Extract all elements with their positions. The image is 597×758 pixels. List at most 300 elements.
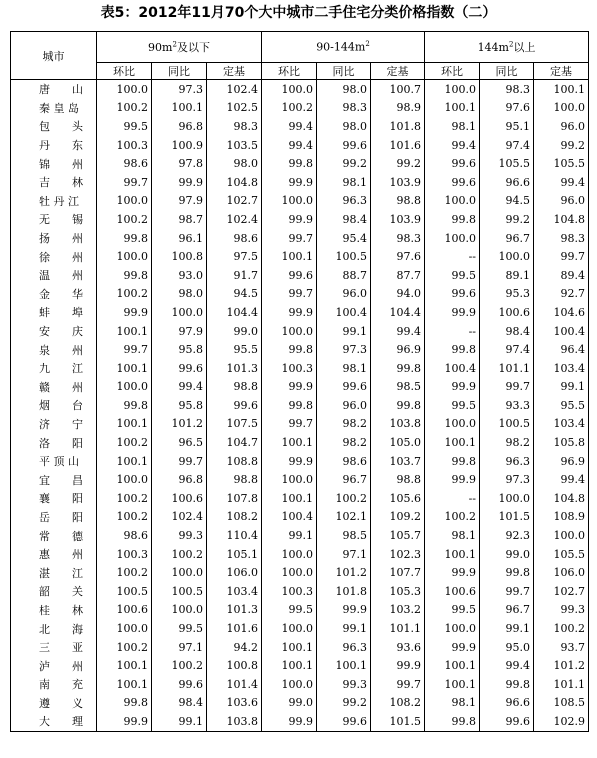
index-value: 101.3	[207, 359, 262, 378]
index-value: 101.6	[371, 136, 425, 155]
index-value: 100.1	[97, 415, 152, 434]
index-value: 100.4	[425, 359, 480, 378]
index-value: 102.7	[534, 582, 589, 601]
index-value: 98.1	[317, 173, 371, 192]
page-title: 表5：2012年11月70个大中城市二手住宅分类价格指数（二）	[100, 5, 497, 21]
index-value: 99.8	[425, 340, 480, 359]
index-value: 99.4	[534, 173, 589, 192]
table-row	[11, 489, 589, 508]
index-value: 100.0	[425, 619, 480, 638]
city-name: 宜 昌	[11, 470, 97, 489]
index-value: 101.8	[371, 117, 425, 136]
group-header-medium: $90-144m^2$	[262, 32, 425, 63]
table-row	[11, 396, 589, 415]
index-value: 99.4	[262, 117, 317, 136]
index-value: 96.8	[152, 470, 207, 489]
city-name: 韶 关	[11, 582, 97, 601]
index-value: 99.7	[97, 340, 152, 359]
index-value: 101.5	[371, 712, 425, 731]
index-value: 99.7	[480, 582, 534, 601]
index-value: 104.8	[207, 173, 262, 192]
index-value: 100.2	[152, 545, 207, 564]
index-value: 96.1	[152, 229, 207, 248]
index-value: 99.8	[480, 563, 534, 582]
index-value: 99.8	[97, 229, 152, 248]
table-row	[11, 415, 589, 434]
index-value: 100.2	[534, 619, 589, 638]
index-value: 110.4	[207, 526, 262, 545]
index-value: 100.6	[425, 582, 480, 601]
index-value: 99.5	[262, 601, 317, 620]
index-value: 103.2	[371, 601, 425, 620]
index-value: 98.2	[317, 433, 371, 452]
index-value: 97.6	[371, 247, 425, 266]
index-value: 96.0	[317, 285, 371, 304]
index-value: 95.4	[317, 229, 371, 248]
index-value: 96.6	[480, 173, 534, 192]
index-value: 102.1	[317, 508, 371, 527]
index-value: 98.8	[207, 378, 262, 397]
index-value: 99.6	[317, 378, 371, 397]
index-value: 97.6	[480, 99, 534, 118]
index-value: 99.0	[207, 322, 262, 341]
index-value: 96.7	[480, 229, 534, 248]
index-value: 99.6	[152, 359, 207, 378]
index-value: 95.5	[534, 396, 589, 415]
index-value: 98.8	[371, 470, 425, 489]
index-value: 98.0	[317, 117, 371, 136]
index-value: 100.8	[152, 247, 207, 266]
city-name: 济 宁	[11, 415, 97, 434]
index-value: 104.7	[207, 433, 262, 452]
index-value: 100.0	[152, 563, 207, 582]
city-name: 安 庆	[11, 322, 97, 341]
table-row	[11, 694, 589, 713]
index-value: 99.9	[425, 470, 480, 489]
index-value: 99.7	[97, 173, 152, 192]
index-value: 99.7	[534, 247, 589, 266]
index-value: 100.0	[534, 526, 589, 545]
index-value: 99.6	[425, 285, 480, 304]
index-value: 100.0	[97, 619, 152, 638]
index-value: --	[425, 322, 480, 341]
table-row	[11, 173, 589, 192]
group-header-large: $144m^2$以上	[425, 32, 589, 63]
index-value: 99.4	[480, 656, 534, 675]
index-value: 100.0	[97, 247, 152, 266]
index-value: 100.3	[262, 359, 317, 378]
index-value: 99.9	[97, 303, 152, 322]
index-value: 99.1	[480, 619, 534, 638]
index-value: 99.9	[97, 712, 152, 731]
city-name: 温 州	[11, 266, 97, 285]
index-value: 108.2	[371, 694, 425, 713]
table-row	[11, 210, 589, 229]
index-value: 100.2	[97, 563, 152, 582]
index-value: 105.5	[480, 154, 534, 173]
table-row	[11, 712, 589, 731]
index-value: 100.5	[97, 582, 152, 601]
index-value: 100.3	[97, 545, 152, 564]
index-value: 100.1	[262, 489, 317, 508]
index-value: 96.0	[317, 396, 371, 415]
index-value: 89.1	[480, 266, 534, 285]
index-value: 88.7	[317, 266, 371, 285]
index-value: 100.8	[207, 656, 262, 675]
index-value: 100.1	[425, 99, 480, 118]
index-value: 107.5	[207, 415, 262, 434]
index-value: 100.9	[152, 136, 207, 155]
index-value: 101.1	[534, 675, 589, 694]
sub-header: 定基	[207, 63, 262, 80]
city-name: 岳 阳	[11, 508, 97, 527]
index-value: 99.9	[152, 173, 207, 192]
table-row	[11, 322, 589, 341]
index-value: 100.0	[262, 675, 317, 694]
index-value: 98.1	[425, 117, 480, 136]
index-value: 99.6	[207, 396, 262, 415]
index-value: 99.5	[97, 117, 152, 136]
index-value: 100.4	[262, 508, 317, 527]
table-row	[11, 359, 589, 378]
city-name: 牡 丹 江	[11, 192, 97, 211]
index-value: 99.6	[152, 675, 207, 694]
index-value: 98.0	[207, 154, 262, 173]
table-row	[11, 545, 589, 564]
table-row	[11, 601, 589, 620]
index-value: 106.0	[534, 563, 589, 582]
index-value: 101.5	[480, 508, 534, 527]
index-value: 98.7	[152, 210, 207, 229]
index-value: 99.8	[480, 675, 534, 694]
index-value: 102.9	[534, 712, 589, 731]
index-value: 100.0	[152, 601, 207, 620]
city-name: 湛 江	[11, 563, 97, 582]
index-value: 99.9	[425, 638, 480, 657]
index-value: 91.7	[207, 266, 262, 285]
index-value: 99.8	[97, 396, 152, 415]
group-header-small: $90m^2$及以下	[97, 32, 262, 63]
index-value: 99.1	[317, 619, 371, 638]
index-value: 100.1	[262, 638, 317, 657]
index-value: 103.4	[534, 359, 589, 378]
index-value: 97.1	[152, 638, 207, 657]
index-value: 96.7	[317, 470, 371, 489]
index-value: 100.1	[97, 359, 152, 378]
index-value: 101.2	[534, 656, 589, 675]
city-name: 平 顶 山	[11, 452, 97, 471]
city-name: 三 亚	[11, 638, 97, 657]
index-value: 99.1	[534, 378, 589, 397]
city-header: 城市	[11, 32, 97, 80]
index-value: 100.7	[371, 80, 425, 99]
index-value: 100.1	[152, 99, 207, 118]
index-value: 98.4	[152, 694, 207, 713]
index-value: 99.6	[317, 712, 371, 731]
index-value: 105.5	[534, 545, 589, 564]
index-value: 96.3	[480, 452, 534, 471]
index-value: 100.0	[262, 545, 317, 564]
index-value: 97.1	[317, 545, 371, 564]
table-row	[11, 638, 589, 657]
index-value: 108.9	[534, 508, 589, 527]
index-value: 99.9	[262, 210, 317, 229]
table-row	[11, 433, 589, 452]
table-body	[11, 80, 589, 732]
index-value: 100.6	[152, 489, 207, 508]
index-value: 99.7	[371, 675, 425, 694]
city-name: 无 锡	[11, 210, 97, 229]
city-name: 襄 阳	[11, 489, 97, 508]
index-value: 99.3	[152, 526, 207, 545]
index-value: 98.3	[534, 229, 589, 248]
index-value: 97.3	[480, 470, 534, 489]
index-value: 103.7	[371, 452, 425, 471]
index-value: 94.0	[371, 285, 425, 304]
city-name: 包 头	[11, 117, 97, 136]
index-value: 102.4	[207, 80, 262, 99]
index-value: 104.8	[534, 210, 589, 229]
city-name: 徐 州	[11, 247, 97, 266]
index-value: 96.9	[534, 452, 589, 471]
index-value: 94.5	[480, 192, 534, 211]
city-name: 金 华	[11, 285, 97, 304]
index-value: 99.8	[371, 396, 425, 415]
index-value: 100.2	[97, 285, 152, 304]
table-row	[11, 266, 589, 285]
index-value: 97.9	[152, 192, 207, 211]
city-name: 泉 州	[11, 340, 97, 359]
price-index-table	[10, 31, 589, 732]
index-value: 96.3	[317, 192, 371, 211]
index-value: 95.8	[152, 340, 207, 359]
index-value: 101.6	[207, 619, 262, 638]
index-value: 99.8	[425, 712, 480, 731]
index-value: 97.3	[152, 80, 207, 99]
index-value: 100.6	[480, 303, 534, 322]
table-row	[11, 582, 589, 601]
index-value: 97.4	[480, 340, 534, 359]
index-value: 100.4	[534, 322, 589, 341]
index-value: 95.3	[480, 285, 534, 304]
index-value: 99.2	[480, 210, 534, 229]
index-value: 98.9	[371, 99, 425, 118]
index-value: 95.0	[480, 638, 534, 657]
index-value: 101.8	[317, 582, 371, 601]
index-value: 99.9	[262, 173, 317, 192]
index-value: 100.1	[425, 675, 480, 694]
index-value: 96.9	[371, 340, 425, 359]
index-value: 109.2	[371, 508, 425, 527]
index-value: 99.2	[534, 136, 589, 155]
index-value: 95.8	[152, 396, 207, 415]
index-value: 107.8	[207, 489, 262, 508]
city-name: 洛 阳	[11, 433, 97, 452]
index-value: 99.8	[425, 452, 480, 471]
index-value: 98.8	[371, 192, 425, 211]
index-value: 100.2	[97, 433, 152, 452]
index-value: 99.6	[425, 173, 480, 192]
index-value: 97.3	[317, 340, 371, 359]
index-value: 100.1	[97, 656, 152, 675]
index-value: 99.0	[262, 694, 317, 713]
index-value: 98.4	[317, 210, 371, 229]
index-value: 100.0	[480, 489, 534, 508]
index-value: 99.4	[425, 136, 480, 155]
index-value: 101.1	[371, 619, 425, 638]
city-name: 桂 林	[11, 601, 97, 620]
index-value: 108.5	[534, 694, 589, 713]
sub-header: 环比	[262, 63, 317, 80]
index-value: 99.9	[371, 656, 425, 675]
index-value: 99.4	[262, 136, 317, 155]
table-row	[11, 285, 589, 304]
index-value: 99.4	[534, 470, 589, 489]
city-name: 遵 义	[11, 694, 97, 713]
table-row	[11, 675, 589, 694]
index-value: 100.0	[534, 99, 589, 118]
index-value: 99.3	[534, 601, 589, 620]
index-value: 106.0	[207, 563, 262, 582]
index-value: 107.7	[371, 563, 425, 582]
index-value: 99.2	[317, 154, 371, 173]
index-value: 100.1	[262, 433, 317, 452]
index-value: 100.1	[262, 247, 317, 266]
index-value: 100.0	[480, 247, 534, 266]
table-row	[11, 470, 589, 489]
index-value: 96.0	[534, 117, 589, 136]
index-value: 100.0	[97, 470, 152, 489]
index-value: 102.7	[207, 192, 262, 211]
index-value: 102.4	[207, 210, 262, 229]
sub-header: 定基	[371, 63, 425, 80]
table-row	[11, 563, 589, 582]
index-value: 99.7	[262, 415, 317, 434]
index-value: 108.2	[207, 508, 262, 527]
index-value: 92.3	[480, 526, 534, 545]
index-value: 99.8	[371, 359, 425, 378]
index-value: 98.5	[317, 526, 371, 545]
index-value: 99.8	[262, 154, 317, 173]
index-value: 99.9	[262, 712, 317, 731]
index-value: 103.5	[207, 136, 262, 155]
city-name: 北 海	[11, 619, 97, 638]
index-value: 98.0	[317, 80, 371, 99]
index-value: 99.6	[317, 136, 371, 155]
table-row	[11, 378, 589, 397]
index-value: 98.6	[207, 229, 262, 248]
index-value: 100.0	[97, 192, 152, 211]
index-value: 97.9	[152, 322, 207, 341]
index-value: 99.5	[425, 396, 480, 415]
index-value: 105.7	[371, 526, 425, 545]
index-value: 99.9	[425, 563, 480, 582]
index-value: 99.7	[152, 452, 207, 471]
index-value: 108.8	[207, 452, 262, 471]
sub-header: 环比	[425, 63, 480, 80]
index-value: 99.6	[425, 154, 480, 173]
index-value: 100.0	[425, 415, 480, 434]
index-value: 99.8	[97, 266, 152, 285]
table-row	[11, 508, 589, 527]
index-value: 98.3	[317, 99, 371, 118]
city-name: 蚌 埠	[11, 303, 97, 322]
table-row	[11, 340, 589, 359]
index-value: 93.3	[480, 396, 534, 415]
index-value: 100.2	[262, 99, 317, 118]
sub-header: 定基	[534, 63, 589, 80]
index-value: 96.6	[480, 694, 534, 713]
index-value: 96.0	[534, 192, 589, 211]
city-name: 吉 林	[11, 173, 97, 192]
index-value: 96.7	[480, 601, 534, 620]
index-value: 100.3	[97, 136, 152, 155]
index-value: 95.5	[207, 340, 262, 359]
index-value: 105.1	[207, 545, 262, 564]
index-value: 104.4	[207, 303, 262, 322]
index-value: 105.3	[371, 582, 425, 601]
index-value: 100.5	[480, 415, 534, 434]
index-value: 98.3	[480, 80, 534, 99]
index-value: 100.0	[97, 80, 152, 99]
index-value: 98.1	[425, 526, 480, 545]
index-value: --	[425, 489, 480, 508]
index-value: 100.0	[425, 80, 480, 99]
index-value: 98.6	[317, 452, 371, 471]
index-value: 99.4	[371, 322, 425, 341]
city-name: 扬 州	[11, 229, 97, 248]
index-value: 99.8	[97, 694, 152, 713]
index-value: 98.3	[207, 117, 262, 136]
city-name: 九 江	[11, 359, 97, 378]
table-row	[11, 619, 589, 638]
index-value: 101.2	[152, 415, 207, 434]
index-value: 100.4	[317, 303, 371, 322]
index-value: 100.0	[262, 619, 317, 638]
index-value: 100.0	[97, 378, 152, 397]
index-value: 97.4	[480, 136, 534, 155]
city-name: 烟 台	[11, 396, 97, 415]
index-value: 99.8	[425, 210, 480, 229]
index-value: 99.5	[425, 601, 480, 620]
index-value: 100.2	[97, 508, 152, 527]
index-value: 103.9	[371, 173, 425, 192]
table-row	[11, 80, 589, 99]
index-value: 99.9	[262, 303, 317, 322]
city-name: 惠 州	[11, 545, 97, 564]
table-row	[11, 656, 589, 675]
index-value: 99.3	[317, 675, 371, 694]
sub-header: 环比	[97, 63, 152, 80]
index-value: 100.1	[317, 656, 371, 675]
index-value: 105.5	[534, 154, 589, 173]
index-value: 100.1	[425, 545, 480, 564]
index-value: 100.1	[97, 452, 152, 471]
city-name: 丹 东	[11, 136, 97, 155]
index-value: 96.8	[152, 117, 207, 136]
index-value: 93.6	[371, 638, 425, 657]
index-value: 103.6	[207, 694, 262, 713]
table-row	[11, 154, 589, 173]
index-value: 99.7	[262, 229, 317, 248]
table-row	[11, 192, 589, 211]
index-value: 99.5	[425, 266, 480, 285]
index-value: 104.4	[371, 303, 425, 322]
index-value: 100.2	[97, 210, 152, 229]
index-value: 99.1	[262, 526, 317, 545]
index-value: 100.1	[97, 322, 152, 341]
index-value: 95.1	[480, 117, 534, 136]
